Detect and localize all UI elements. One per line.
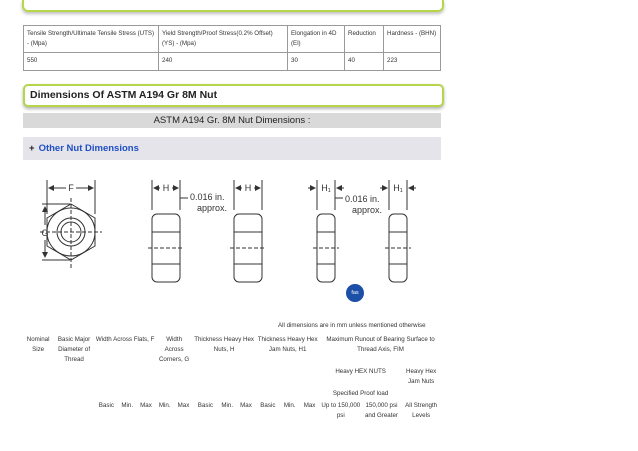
label-f: F	[68, 183, 74, 193]
table-row	[24, 26, 441, 53]
section-title: Dimensions Of ASTM A194 Gr 8M Nut	[23, 84, 444, 107]
sub-label: All Strength Levels	[405, 402, 438, 419]
sub-label: Basic	[98, 402, 114, 409]
sub-label: Min.	[121, 402, 134, 409]
label-g: G	[41, 228, 49, 238]
hex-nut-top-view	[40, 180, 102, 268]
accordion-label[interactable]: Other Nut Dimensions	[38, 143, 139, 154]
units-note: All dimensions are in mm unless mentioned otherwise	[278, 322, 426, 329]
header-cell: Nominal Size	[26, 336, 50, 353]
sub-label: Max	[177, 402, 190, 409]
sub-label: Basic	[260, 402, 276, 409]
approx-label-line2: approx.	[352, 205, 383, 215]
label-h: H	[162, 183, 170, 193]
sub-label: Up to 150,000 psi	[321, 402, 361, 419]
table-row	[23, 400, 441, 422]
sub-label: Max	[240, 402, 252, 409]
label-h: H	[244, 183, 252, 193]
approx-label-line1: 0.016 in.	[190, 192, 225, 202]
label-h1: H₁	[321, 183, 331, 193]
sub-label: Max	[303, 402, 316, 409]
header-cell: Tensile Strength/Ultimate Tensile Stress (UTS) - (Mpa)	[24, 26, 159, 53]
table-row	[23, 334, 441, 366]
approx-label-line2: approx.	[197, 203, 228, 213]
previous-section-frame	[22, 0, 444, 12]
plus-icon: +	[29, 143, 35, 154]
sub-label: Min.	[158, 402, 171, 409]
header-cell: Maximum Runout of Bearing Surface to Thread Axis, FIM	[326, 336, 435, 353]
value-cell: 40	[345, 53, 384, 71]
value-cell: 223	[384, 53, 441, 71]
approx-label-line1: 0.016 in.	[345, 194, 380, 204]
sub-label: Min.	[283, 402, 296, 409]
viewport-cutoff	[0, 423, 638, 451]
header-cell: Width Across Corners, G	[158, 336, 190, 363]
header-cell: Elongation in 4D (El)	[288, 26, 345, 53]
header-cell: Heavy Hex Jam Nuts	[405, 368, 437, 385]
section-subtitle: ASTM A194 Gr. 8M Nut Dimensions :	[23, 113, 441, 128]
sub-label: Min.	[221, 402, 234, 409]
header-cell: Yield Strength/Proof Stress(0.2% Offset) (YS) - (Mpa)	[159, 26, 288, 53]
header-cell: Specified Proof load	[332, 390, 389, 397]
label-h1: H₁	[393, 183, 403, 193]
nut-dimension-diagram	[30, 170, 440, 305]
sub-label: Basic	[197, 402, 213, 409]
header-cell: Thickness Heavy Hex Nuts, H	[194, 336, 255, 353]
table-row	[23, 388, 441, 400]
other-nut-dimensions-toggle[interactable]	[23, 137, 441, 160]
fas-badge-icon[interactable]: fas	[346, 284, 364, 302]
header-cell: Reduction	[345, 26, 384, 53]
header-cell: Thickness Heavy Hex Jam Nuts, H1	[257, 336, 318, 353]
sub-label: 150,000 psi and Greater	[364, 402, 398, 419]
value-cell: 550	[24, 53, 159, 71]
value-cell: 240	[159, 53, 288, 71]
header-cell: Basic Major Diameter of Thread	[57, 336, 91, 363]
table-row	[24, 53, 441, 71]
header-cell: Width Across Flats, F	[95, 336, 155, 343]
header-cell: Heavy HEX NUTS	[335, 368, 386, 375]
mechanical-properties-table	[23, 25, 441, 71]
sub-label: Max	[140, 402, 152, 409]
value-cell: 30	[288, 53, 345, 71]
header-cell: Hardness - (BHN)	[384, 26, 441, 53]
table-row	[23, 366, 441, 388]
